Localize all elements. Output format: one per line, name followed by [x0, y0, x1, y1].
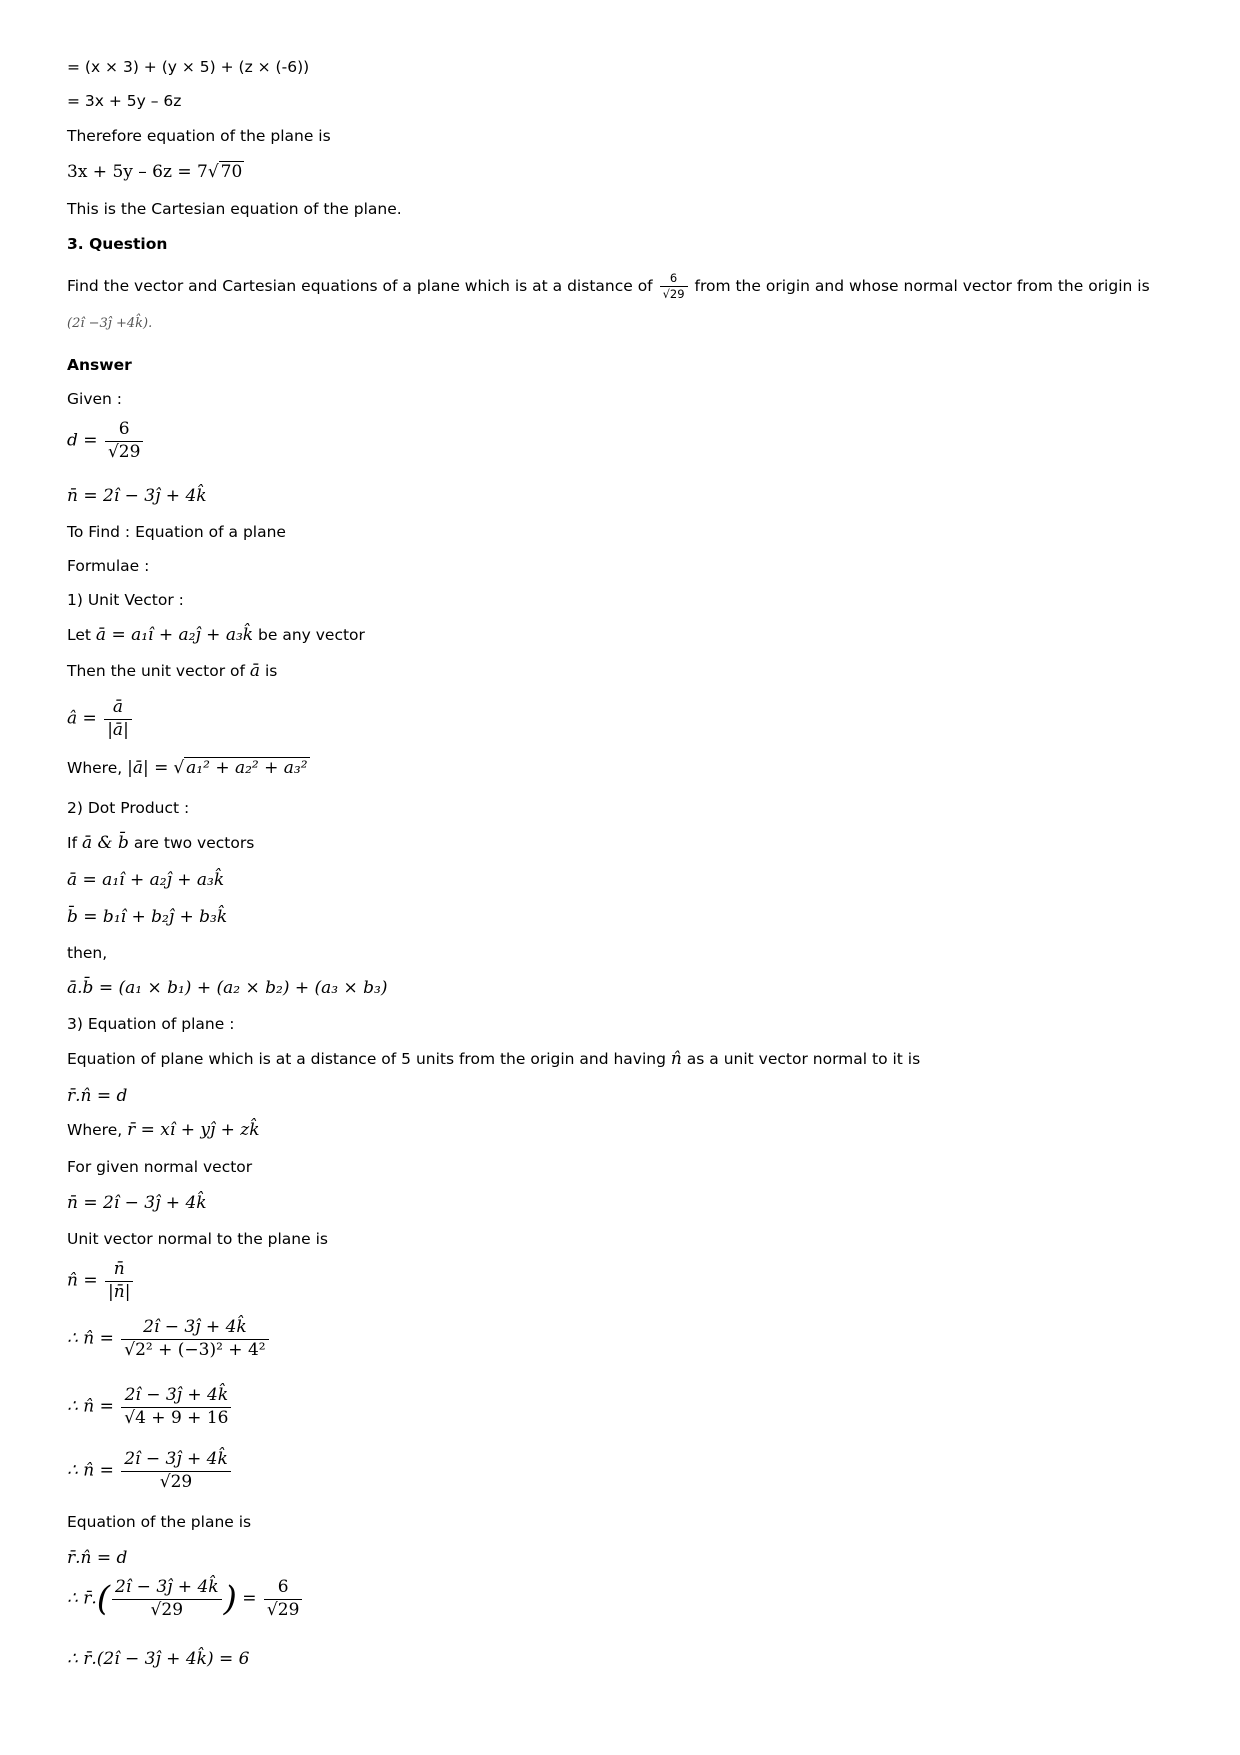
n-hat-formula: n̂ = $\frac{n̄}{|n̄|}$: [67, 1260, 135, 1302]
answer-heading: Answer: [67, 356, 132, 374]
let-a-line: Let ā = a₁î + a₂ĵ + a₃k̂ be any vector: [67, 625, 365, 645]
cartesian-equation-result: [67, 162, 244, 182]
substituted-equation: ∴ r̄.( $\frac{2î - 3ĵ + 4k̂}{√29}$ ) = $\frac{6}{√29}$: [67, 1578, 304, 1620]
plane-definition-line: Equation of plane which is at a distance of 5 units from the origin and having n̂ as a unit vector normal to it is: [67, 1049, 921, 1069]
question-vector: (2î −3ĵ +4k̂).: [67, 316, 153, 331]
formula-2-heading: 2) Dot Product :: [67, 799, 190, 817]
a-hat-formula: â = $\frac{ā}{|ā|}$: [67, 698, 134, 740]
then-label: then,: [67, 944, 108, 962]
line-simplified: = 3x + 5y – 6z: [67, 92, 182, 110]
unit-vector-of-a-line: Then the unit vector of ā is: [67, 661, 278, 681]
vector-b: b̄ = b₁î + b₂ĵ + b₃k̂: [67, 907, 228, 927]
question-fraction: $\frac{6}{√29}$: [660, 272, 688, 301]
formulae-label: Formulae :: [67, 557, 150, 575]
vector-a: ā = a₁î + a₂ĵ + a₃k̂: [67, 870, 225, 890]
formula-3-heading: 3) Equation of plane :: [67, 1015, 235, 1033]
plane-equation-vector-form-2: r̄.n̂ = d: [67, 1548, 128, 1568]
question-heading: 3. Question: [67, 235, 168, 253]
sqrt-70: √ 70: [207, 162, 243, 182]
n-hat-step-3: ∴ n̂ = $\frac{2î - 3ĵ + 4k̂}{√29}$: [67, 1450, 233, 1492]
cartesian-equation-left: 3x + 5y – 6z = 7: [67, 162, 208, 182]
position-vector-line: Where, r̄ = xî + yĵ + zk̂: [67, 1120, 260, 1140]
given-normal-vector-2: n̄ = 2î − 3ĵ + 4k̂: [67, 1193, 207, 1213]
plane-equation-vector-form: r̄.n̂ = d: [67, 1086, 128, 1106]
given-distance: d = $\frac{6}{√29}$: [67, 420, 145, 462]
to-find: To Find : Equation of a plane: [67, 523, 286, 541]
for-given-normal-label: For given normal vector: [67, 1158, 253, 1176]
formula-1-heading: 1) Unit Vector :: [67, 591, 184, 609]
dot-product-formula: ā.b̄ = (a₁ × b₁) + (a₂ × b₂) + (a₃ × b₃): [67, 978, 388, 998]
given-label: Given :: [67, 390, 122, 408]
line-therefore-equation: Therefore equation of the plane is: [67, 127, 331, 145]
question-text: Find the vector and Cartesian equations of a plane which is at a distance of $\frac{6}{√29}$ from the origin and whose normal vector from the origin is: [67, 271, 1150, 302]
n-hat-step-1: ∴ n̂ = $\frac{2î - 3ĵ + 4k̂}{\text{√2² + (−3)² + 4²}}$: [67, 1318, 271, 1360]
line-dot-expansion: = (x × 3) + (y × 5) + (z × (-6)): [67, 58, 310, 76]
equation-of-plane-label: Equation of the plane is: [67, 1513, 252, 1531]
given-normal-vector: n̄ = 2î − 3ĵ + 4k̂: [67, 486, 207, 506]
line-cartesian-note: This is the Cartesian equation of the plane.: [67, 200, 402, 218]
magnitude-of-a-line: Where, |ā| = √ a₁² + a₂² + a₃²: [67, 758, 308, 778]
two-vectors-line: If ā & b̄ are two vectors: [67, 833, 255, 853]
unit-normal-label: Unit vector normal to the plane is: [67, 1230, 328, 1248]
final-vector-equation: ∴ r̄.(2î − 3ĵ + 4k̂) = 6: [67, 1649, 250, 1669]
n-hat-step-2: ∴ n̂ = $\frac{2î - 3ĵ + 4k̂}{√4 + 9 + 16}$: [67, 1386, 233, 1428]
